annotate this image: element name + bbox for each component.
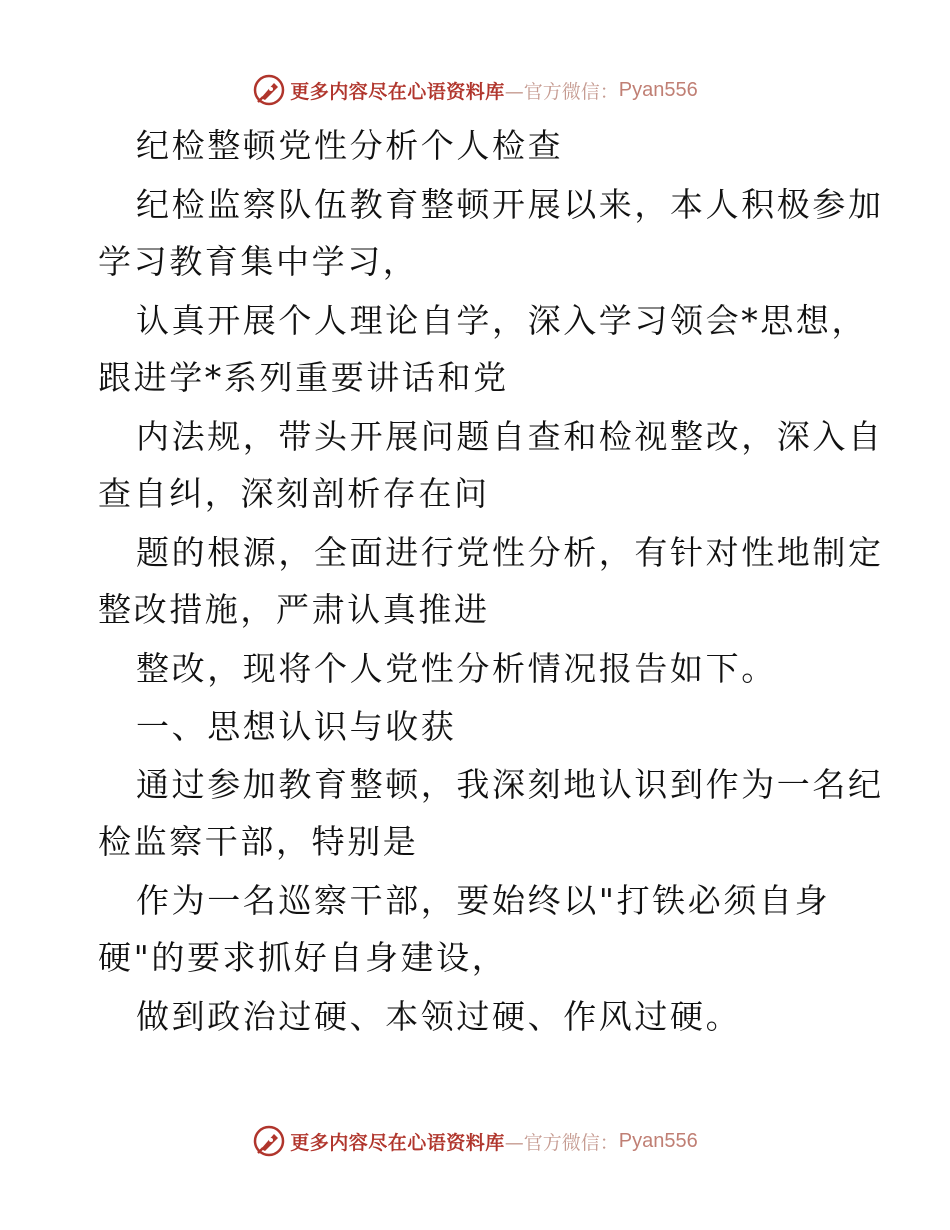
pen-nib-logo-icon xyxy=(252,1124,286,1158)
paragraph-line: 整改，现将个人党性分析情况报告如下。 xyxy=(136,649,777,688)
paragraph-line: 内法规，带头开展问题自查和检视整改，深入自 xyxy=(136,417,884,456)
paragraph-line: 整改措施，严肃认真推进 xyxy=(98,590,490,629)
paragraph-line: 检监察干部，特别是 xyxy=(98,822,419,861)
banner-wechat-label: —官方微信： xyxy=(504,80,619,103)
document-title: 纪检整顿党性分析个人检查 xyxy=(136,126,564,165)
paragraph-line: 认真开展个人理论自学，深入学习领会*思想， xyxy=(136,301,868,340)
paragraph-line: 作为一名巡察干部，要始终以"打铁必须自身 xyxy=(136,881,831,920)
header-watermark xyxy=(0,70,950,110)
banner-promo-text: 更多内容尽在心语资料库 xyxy=(290,80,505,103)
paragraph-line: 查自纠，深刻剖析存在问 xyxy=(98,474,490,513)
footer-watermark xyxy=(0,1121,950,1161)
paragraph-line: 通过参加教育整顿，我深刻地认识到作为一名纪 xyxy=(136,765,884,804)
banner-wechat-id: Pyan556 xyxy=(618,1129,698,1152)
banner-wechat-id: Pyan556 xyxy=(618,78,698,101)
banner-promo-text: 更多内容尽在心语资料库 xyxy=(290,1131,505,1154)
paragraph-line: 做到政治过硬、本领过硬、作风过硬。 xyxy=(136,997,742,1036)
paragraph-line: 学习教育集中学习， xyxy=(98,242,419,281)
paragraph-line: 硬"的要求抓好自身建设， xyxy=(98,938,508,977)
paragraph-line: 跟进学*系列重要讲话和党 xyxy=(98,358,509,397)
pen-nib-logo-icon xyxy=(252,73,286,107)
paragraph-line: 纪检监察队伍教育整顿开展以来，本人积极参加 xyxy=(136,185,884,224)
banner-wechat-label: —官方微信： xyxy=(504,1131,619,1154)
section-heading: 一、思想认识与收获 xyxy=(136,707,457,746)
paragraph-line: 题的根源，全面进行党性分析，有针对性地制定 xyxy=(136,533,884,572)
